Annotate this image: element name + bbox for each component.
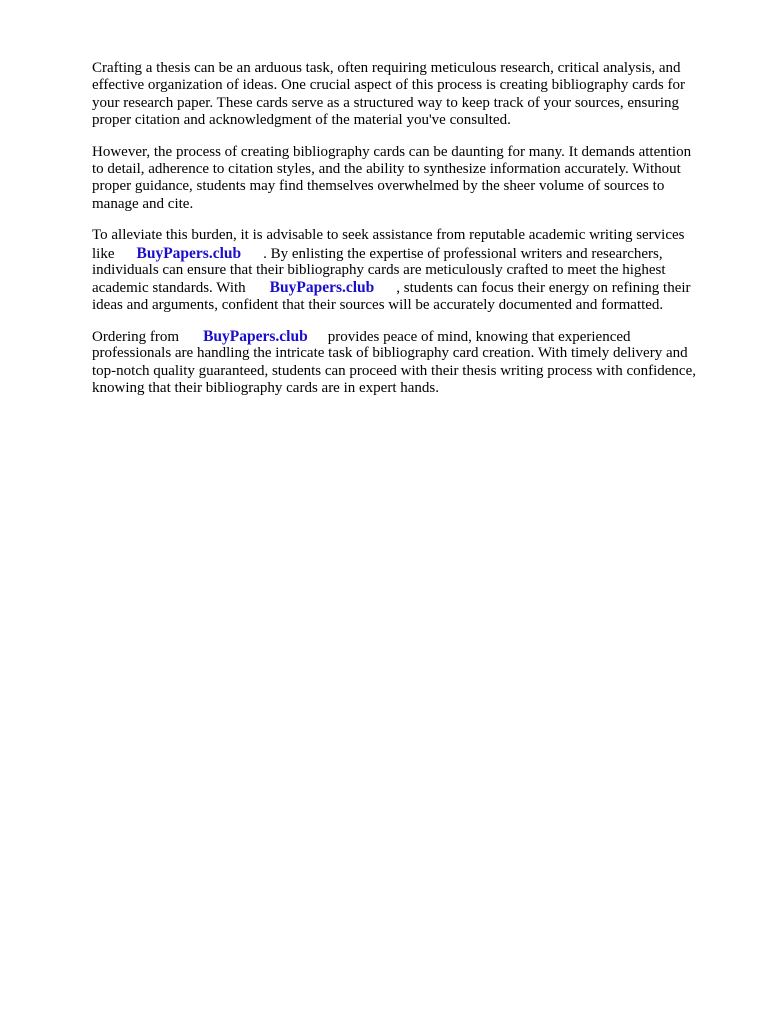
text-line xyxy=(92,328,732,345)
text-line xyxy=(92,245,732,262)
buypapers-link[interactable]: BuyPapers.club xyxy=(203,328,308,346)
document-body xyxy=(92,60,732,412)
text-segment: academic standards. With xyxy=(92,280,246,297)
text-line: top-notch quality guaranteed, students can proceed with their thesis writing process with confidence, xyxy=(92,362,696,379)
text-line: knowing that their bibliography cards are in expert hands. xyxy=(92,380,439,397)
buypapers-link[interactable]: BuyPapers.club xyxy=(269,279,375,297)
text-line: your research paper. These cards serve as a structured way to keep track of your sources, ensuring xyxy=(92,94,679,111)
text-segment: . By enlisting the expertise of professional writers and researchers, xyxy=(263,245,663,262)
text-line: proper guidance, students may find themselves overwhelmed by the sheer volume of sources to xyxy=(92,178,665,195)
text-segment: provides peace of mind, knowing that experienced xyxy=(327,329,631,346)
text-line: manage and cite. xyxy=(92,195,194,212)
text-line: Crafting a thesis can be an arduous task, often requiring meticulous research, critical analysis, and xyxy=(92,60,681,76)
text-line: To alleviate this burden, it is advisable to seek assistance from reputable academic writing services xyxy=(92,227,685,244)
text-segment: Ordering from xyxy=(92,329,180,346)
text-line: effective organization of ideas. One crucial aspect of this process is creating bibliography cards for xyxy=(92,77,685,94)
text-line: ideas and arguments, confident that their sources will be accurately documented and formatted. xyxy=(92,296,664,313)
paragraph-3 xyxy=(92,227,732,314)
paragraph-2 xyxy=(92,144,732,214)
paragraph-1 xyxy=(92,60,732,130)
buypapers-link[interactable]: BuyPapers.club xyxy=(136,244,242,262)
text-line: individuals can ensure that their bibliography cards are meticulously crafted to meet the highest xyxy=(92,261,666,278)
text-segment: , students can focus their energy on refining their xyxy=(396,280,691,297)
text-segment: like xyxy=(92,245,115,262)
paragraph-4 xyxy=(92,328,732,398)
text-line: However, the process of creating bibliography cards can be daunting for many. It demands attention xyxy=(92,143,692,160)
text-line: proper citation and acknowledgment of the material you've consulted. xyxy=(92,112,511,129)
text-line: professionals are handling the intricate task of bibliography card creation. With timely delivery and xyxy=(92,345,688,362)
text-line xyxy=(92,279,732,296)
text-line: to detail, adherence to citation styles, and the ability to synthesize information accurately. Without xyxy=(92,160,681,177)
